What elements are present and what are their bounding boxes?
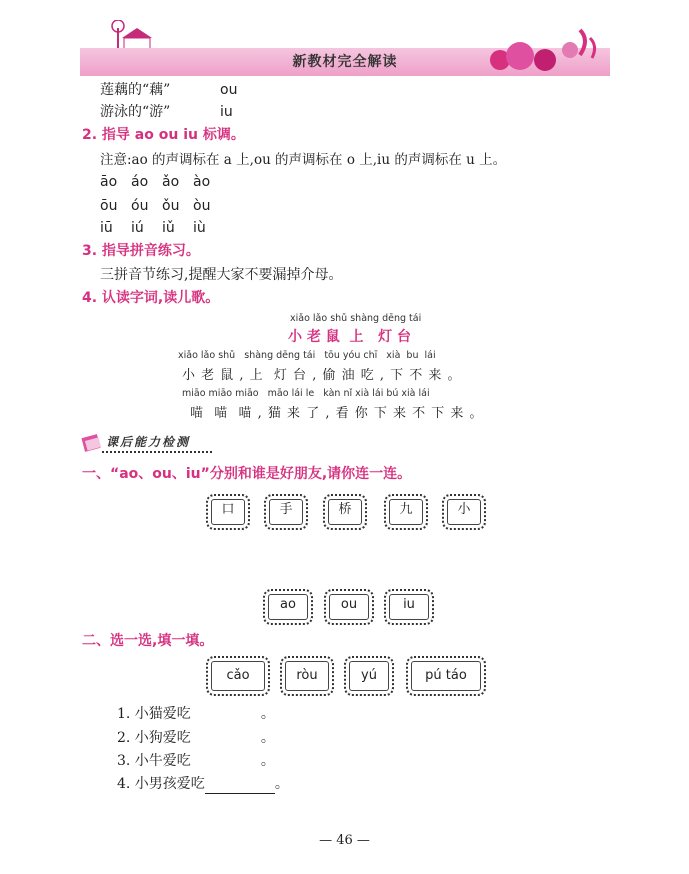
option-box[interactable]: ròu <box>280 656 334 696</box>
option-box[interactable]: yú <box>344 656 394 696</box>
char-box[interactable]: 口 <box>206 494 250 530</box>
book-icon <box>80 430 104 454</box>
intro-word: 游泳的“游” <box>100 104 171 120</box>
section-label: 课后能力检测 <box>80 430 215 454</box>
char-box[interactable]: 手 <box>264 494 308 530</box>
answer-blank[interactable] <box>191 756 261 771</box>
q2-heading: 二、选一选,填一填。 <box>82 633 214 649</box>
step2-heading: 2. 指导 ao ou iu 标调。 <box>82 127 245 143</box>
char-box[interactable]: 桥 <box>323 494 367 530</box>
poem-line1-pinyin: xiǎo lǎo shǔ shàng dēng tái tōu yóu chī xià bu lái <box>178 350 436 361</box>
answer-blank[interactable] <box>205 779 275 794</box>
step3-text: 三拼音节练习,提醒大家不要漏掉介母。 <box>100 267 343 283</box>
poem-title-pinyin: xiǎo lǎo shǔ shàng dēng tái <box>290 313 422 324</box>
intro-line-2 <box>100 102 233 122</box>
tone-row-iu: iū iú iǔ iù <box>100 220 206 236</box>
tone-row-ao: āo áo ǎo ào <box>100 174 211 190</box>
char-box[interactable]: 九 <box>384 494 428 530</box>
option-box[interactable]: pú táo <box>406 656 486 696</box>
final-box[interactable]: ou <box>324 589 374 625</box>
tone-row-ou: ōu óu ǒu òu <box>100 198 211 214</box>
intro-word: 莲藕的“藕” <box>100 82 171 98</box>
q1-heading: 一、“ao、ou、iu”分别和谁是好朋友,请你连一连。 <box>82 466 412 482</box>
answer-blank[interactable] <box>191 733 261 748</box>
intro-final: ou <box>220 82 238 98</box>
intro-final: iu <box>220 104 233 120</box>
step3-heading: 3. 指导拼音练习。 <box>82 243 200 259</box>
intro-line-1 <box>100 80 238 100</box>
poem-title: 小 老 鼠 上 灯 台 <box>288 329 411 345</box>
page-header <box>80 20 610 76</box>
fill-item-1: 1. 小猫爱吃 。 <box>117 706 275 722</box>
poem-line2-pinyin: miāo miāo miāo māo lái le kàn nǐ xià lái bú xià lái <box>182 388 430 399</box>
step2-note: 注意:ao 的声调标在 a 上,ou 的声调标在 o 上,iu 的声调标在 u 上。 <box>100 152 507 168</box>
poem-line1: 小 老 鼠 , 上 灯 台 , 偷 油 吃 , 下 不 来 。 <box>182 368 462 383</box>
fill-item-3: 3. 小牛爱吃 。 <box>117 753 275 769</box>
header-flower-decoration <box>460 20 610 76</box>
poem-line2: 喵 喵 喵 , 猫 来 了 , 看 你 下 来 不 下 来 。 <box>190 406 484 421</box>
answer-blank[interactable] <box>191 709 261 724</box>
fill-item-2: 2. 小狗爱吃 。 <box>117 730 275 746</box>
header-title: 新教材完全解读 <box>292 54 398 70</box>
final-box[interactable]: ao <box>263 589 313 625</box>
char-box[interactable]: 小 <box>442 494 486 530</box>
final-box[interactable]: iu <box>384 589 434 625</box>
page-number: — 46 — <box>319 833 370 848</box>
option-box[interactable]: cǎo <box>206 656 270 696</box>
fill-item-4: 4. 小男孩爱吃 。 <box>117 776 289 792</box>
step4-heading: 4. 认读字词,读儿歌。 <box>82 290 220 306</box>
